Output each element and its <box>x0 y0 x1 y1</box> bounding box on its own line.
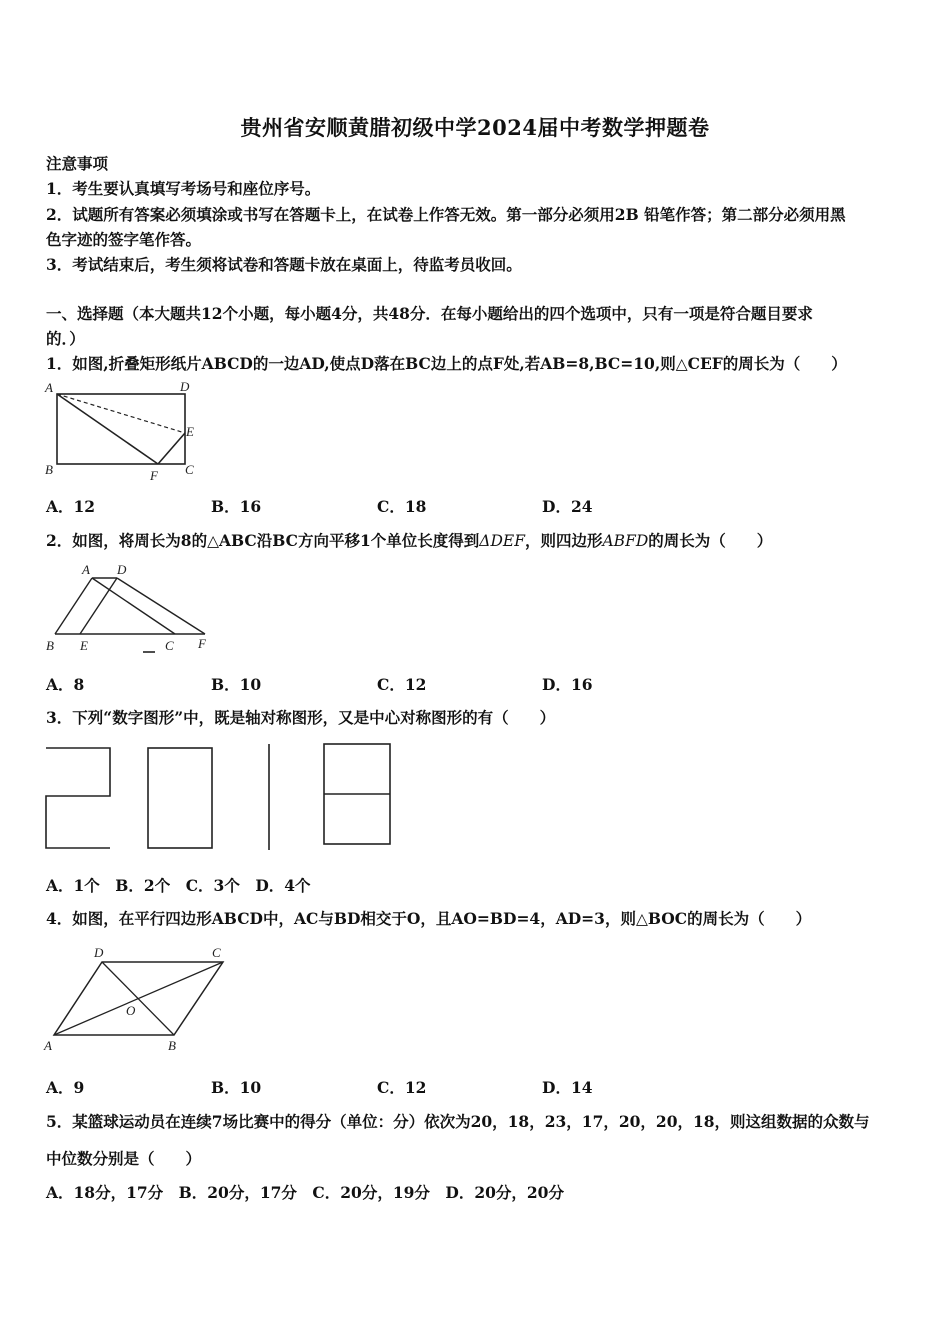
fold-line-ae <box>57 394 185 433</box>
label-d: D <box>180 379 190 394</box>
q4-option-b[interactable]: B．10 <box>211 1078 262 1097</box>
label-b: B <box>168 1038 176 1053</box>
segment-fe <box>158 433 185 464</box>
label-f: F <box>150 468 158 483</box>
segment-af <box>57 394 158 464</box>
label-c: C <box>212 945 221 960</box>
question-4-figure <box>40 940 235 1055</box>
q2-text-post: 的周长为（ ） <box>648 531 773 550</box>
notice-item-3: 3．考试结束后，考生须将试卷和答题卡放在桌面上，待监考员收回。 <box>46 255 522 274</box>
q4-option-c[interactable]: C．12 <box>377 1078 427 1097</box>
label-e: E <box>186 424 194 439</box>
q1-option-d[interactable]: D．24 <box>542 497 593 516</box>
page-title: 贵州省安顺黄腊初级中学2024届中考数学押题卷 <box>240 115 710 140</box>
q4-option-d[interactable]: D．14 <box>542 1078 593 1097</box>
notice-item-2-cont: 色字迹的签字笔作答。 <box>46 230 202 249</box>
q1-option-a[interactable]: A．12 <box>46 497 96 516</box>
notice-item-1: 1．考生要认真填写考场号和座位序号。 <box>46 179 321 198</box>
label-c: C <box>165 638 174 653</box>
label-c: C <box>185 462 194 477</box>
question-3-text: 3．下列“数字图形”中，既是轴对称图形，又是中心对称图形的有（ ） <box>46 708 556 727</box>
question-2-figure <box>40 558 215 658</box>
question-1-figure <box>40 376 210 486</box>
question-1-text: 1．如图,折叠矩形纸片ABCD的一边AD,使点D落在BC边上的点F处,若AB=8,BC=10,则△CEF的周长为（ ） <box>46 354 847 373</box>
q2-option-a[interactable]: A．8 <box>46 675 85 694</box>
q3-options[interactable]: A．1个 B．2个 C．3个 D．4个 <box>46 876 311 895</box>
q2-text-mid: ，则四边形 <box>524 531 603 550</box>
segment-ab <box>55 578 92 634</box>
q1-option-b[interactable]: B．16 <box>211 497 262 516</box>
diagonal-bd <box>102 962 174 1035</box>
q2-option-d[interactable]: D．16 <box>542 675 593 694</box>
q2-text-pre: 2．如图，将周长为8的△ABC沿BC方向平移1个单位长度得到 <box>46 531 480 550</box>
segment-df <box>117 578 205 634</box>
label-d: D <box>117 562 127 577</box>
section-header: 一、选择题（本大题共12个小题，每小题4分，共48分．在每小题给出的四个选项中，只有一项是符合题目要求 <box>46 304 813 323</box>
segment-ac <box>92 578 175 634</box>
rectangle-abcd <box>57 394 185 464</box>
question-4-text: 4．如图，在平行四边形ABCD中，AC与BD相交于O，且AO=BD=4，AD=3，则△BOC的周长为（ ） <box>46 909 812 928</box>
q4-option-a[interactable]: A．9 <box>46 1078 85 1097</box>
label-o: O <box>126 1003 136 1018</box>
q2-math-def: ΔDEF <box>479 532 525 550</box>
section-header-cont: 的．） <box>46 329 85 348</box>
digit-shape-2 <box>148 748 212 848</box>
question-2-text <box>46 529 772 551</box>
label-d: D <box>94 945 104 960</box>
q1-option-c[interactable]: C．18 <box>377 497 427 516</box>
question-5-text: 5．某篮球运动员在连续7场比赛中的得分（单位：分）依次为20，18，23，17，20，20，18，则这组数据的众数与 <box>46 1112 870 1131</box>
segment-de <box>80 578 117 634</box>
q5-options[interactable]: A．18分，17分 B．20分，17分 C．20分，19分 D．20分，20分 <box>46 1183 564 1202</box>
label-a: A <box>45 380 53 395</box>
label-a: A <box>82 562 90 577</box>
digit-shape-1 <box>46 748 110 848</box>
question-5-text-cont: 中位数分别是（ ） <box>46 1149 202 1168</box>
label-e: E <box>80 638 88 653</box>
q2-option-b[interactable]: B．10 <box>211 675 262 694</box>
notice-item-2: 2．试题所有答案必须填涂或书写在答题卡上，在试卷上作答无效。第一部分必须用2B 铅笔作答；第二部分必须用黑 <box>46 205 846 224</box>
q2-math-abfd: ABFD <box>602 532 649 550</box>
notice-heading: 注意事项 <box>46 154 109 173</box>
question-3-figure <box>40 738 400 858</box>
label-b: B <box>45 462 53 477</box>
label-f: F <box>198 636 206 651</box>
label-b: B <box>46 638 54 653</box>
q2-option-c[interactable]: C．12 <box>377 675 427 694</box>
label-a: A <box>44 1038 52 1053</box>
